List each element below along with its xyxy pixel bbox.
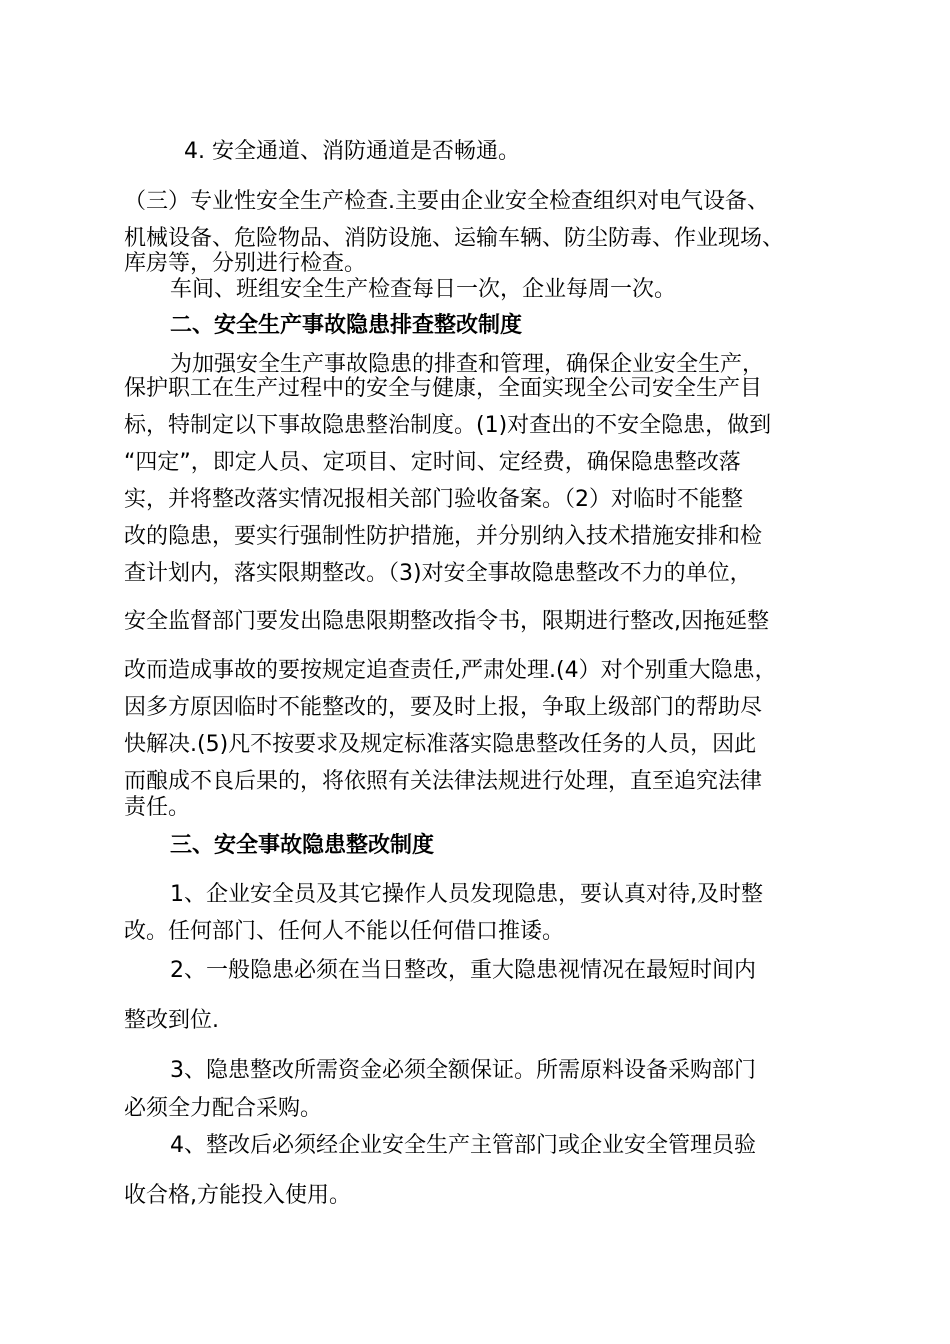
paragraph-line: 快解决.(5)凡不按要求及规定标准落实隐患整改任务的人员，因此 (124, 732, 757, 757)
paragraph-line: 为加强安全生产事故隐患的排查和管理，确保企业安全生产， (170, 352, 765, 377)
list-item-1: 1、企业安全员及其它操作人员发现隐患，要认真对待,及时整 (170, 882, 763, 907)
list-item-4b: 4、整改后必须经企业安全生产主管部门或企业安全管理员验 (170, 1133, 756, 1158)
paragraph-line: 实，并将整改落实情况报相关部门验收备案。（2）对临时不能整 (124, 487, 743, 512)
paragraph-line: 整改到位. (124, 1008, 219, 1033)
paragraph-line: 收合格,方能投入使用。 (124, 1183, 351, 1208)
paragraph-line: 因多方原因临时不能整改的，要及时上报，争取上级部门的帮助尽 (124, 695, 763, 720)
paragraph-line: 保护职工在生产过程中的安全与健康，全面实现全公司安全生产目 (124, 376, 763, 401)
paragraph-line: 库房等，分别进行检查。 (124, 251, 367, 276)
list-item-4: 4. 安全通道、消防通道是否畅通。 (184, 139, 520, 164)
paragraph-line: 改而造成事故的要按规定追查责任,严肃处理.(4）对个别重大隐患， (124, 658, 777, 683)
paragraph-line: 改。任何部门、任何人不能以任何借口推诿。 (124, 919, 565, 944)
paragraph-line: 改的隐患，要实行强制性防护措施，并分别纳入技术措施安排和检 (124, 524, 763, 549)
paragraph-line: 而酿成不良后果的，将依照有关法律法规进行处理，直至追究法律 (124, 769, 763, 794)
paragraph-line: 机械设备、危险物品、消防设施、运输车辆、防尘防毒、作业现场、 (124, 226, 785, 251)
list-item-3: 3、隐患整改所需资金必须全额保证。所需原料设备采购部门 (170, 1058, 756, 1083)
list-item-2: 2、一般隐患必须在当日整改，重大隐患视情况在最短时间内 (170, 958, 756, 983)
section-heading-3: 三、安全事故隐患整改制度 (170, 833, 435, 858)
section-heading-2: 二、安全生产事故隐患排查整改制度 (170, 313, 523, 338)
paragraph-line: （三）专业性安全生产检查.主要由企业安全检查组织对电气设备、 (124, 189, 769, 214)
paragraph-line: 查计划内，落实限期整改。（3)对安全事故隐患整改不力的单位， (124, 561, 752, 586)
paragraph-line: 责任。 (124, 795, 191, 820)
paragraph-line: 车间、班组安全生产检查每日一次，企业每周一次。 (170, 277, 677, 302)
paragraph-line: 安全监督部门要发出隐患限期整改指令书，限期进行整改,因拖延整 (124, 609, 769, 634)
paragraph-line: “四定”，即定人员、定项目、定时间、定经费，确保隐患整改落 (124, 450, 741, 475)
paragraph-line: 标，特制定以下事故隐患整治制度。(1)对查出的不安全隐患，做到 (124, 413, 772, 438)
paragraph-line: 必须全力配合采购。 (124, 1096, 323, 1121)
